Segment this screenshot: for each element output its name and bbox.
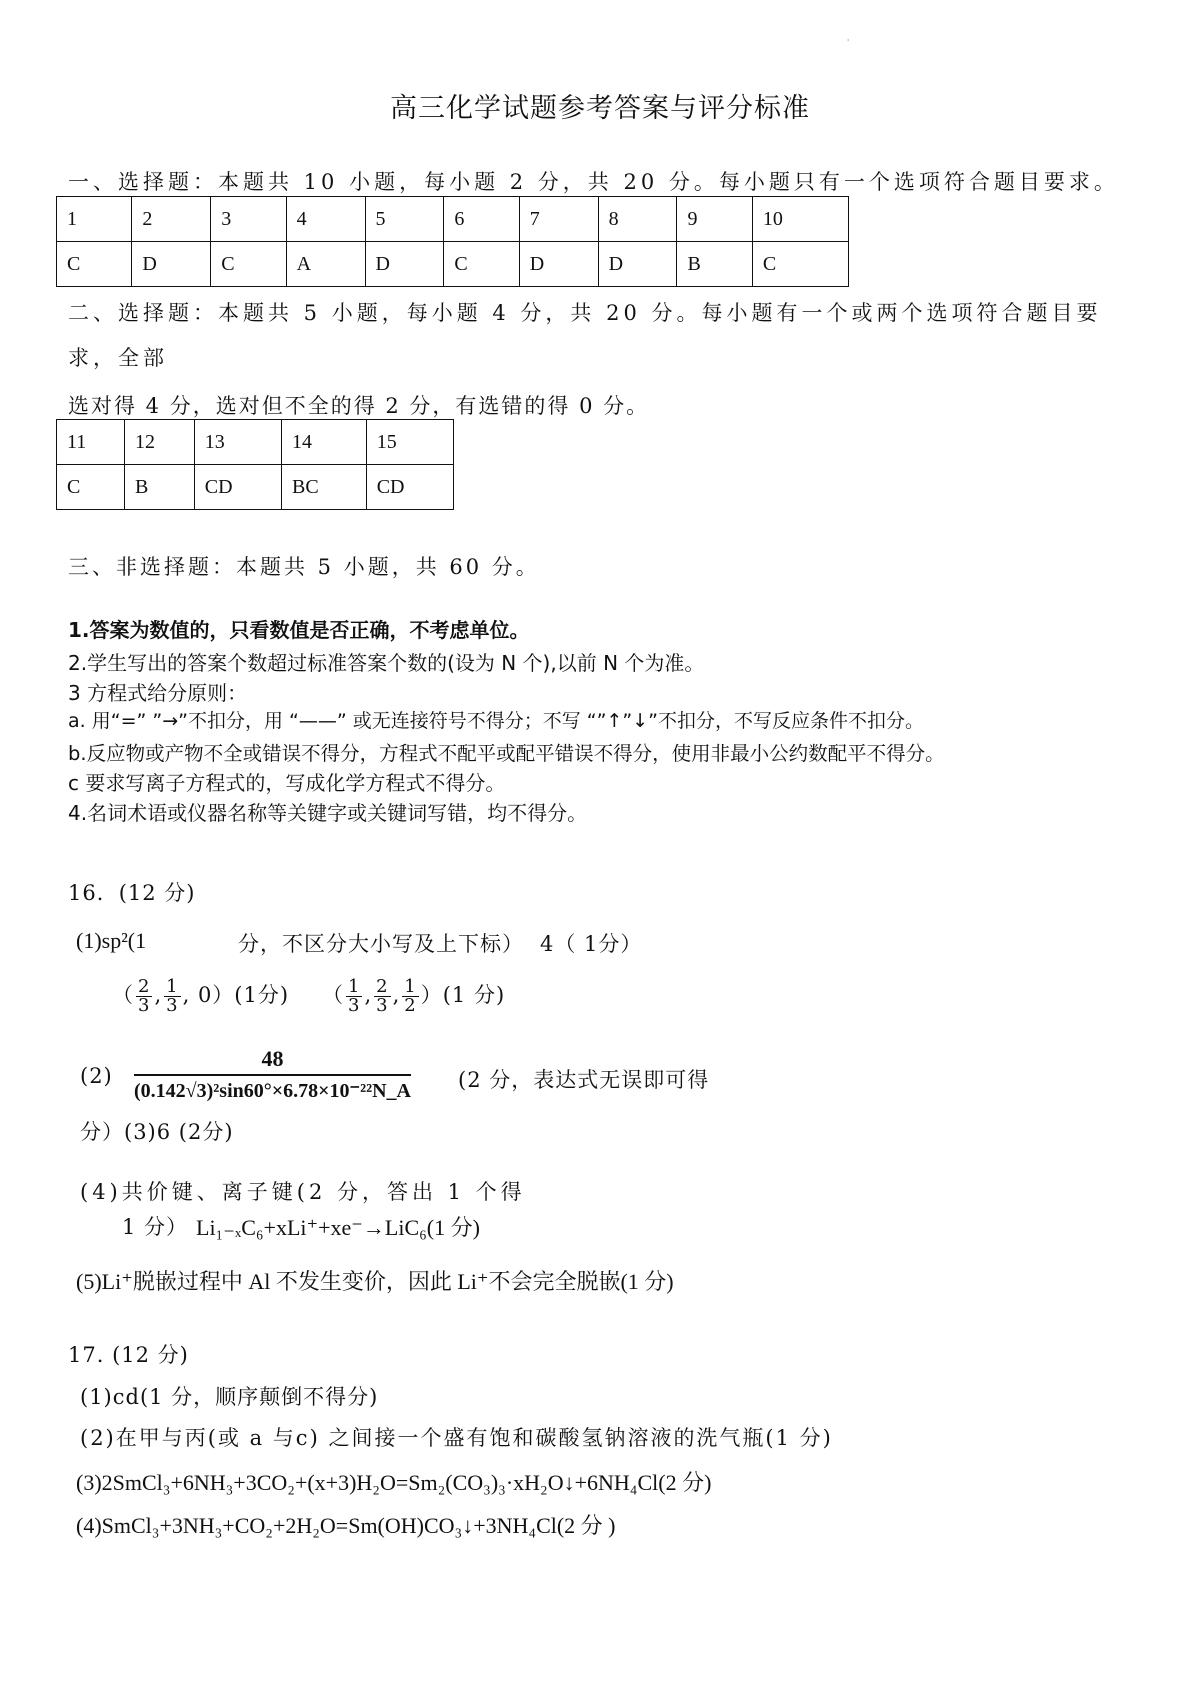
denominator: 3 <box>166 995 179 1016</box>
q17-part2: (2)在甲与丙(或 a 与c) 之间接一个盛有饱和碳酸氢钠溶液的洗气瓶(1 分) <box>80 1426 833 1450</box>
table-row <box>57 242 849 287</box>
page-title: 高三化学试题参考答案与评分标准 <box>390 93 810 124</box>
q17-part4: (4)SmCl₃+3NH₃+CO₂+2H₂O=Sm(OH)CO₃↓+3NH₄Cl(2 分 ) <box>76 1513 616 1538</box>
q17-part1: (1)cd(1 分，顺序颠倒不得分) <box>80 1385 379 1409</box>
table-cell: 1 <box>57 197 132 242</box>
coord1-open: （ <box>112 983 134 1007</box>
table-cell: 10 <box>752 197 848 242</box>
table-row <box>57 420 454 465</box>
coord2-rest: ）(1 分) <box>420 983 506 1007</box>
table-cell: 5 <box>365 197 444 242</box>
scan-mark: ' <box>847 38 850 47</box>
q16-part4-a: (4)共价键、离子键(2 分，答出 1 个得 <box>80 1180 526 1204</box>
denominator: 2 <box>404 995 417 1016</box>
denominator: (0.142√3)²sin60°×6.78×10⁻²²N_A <box>134 1080 411 1102</box>
q16-part2-label: (2) <box>80 1064 113 1088</box>
section2-heading-line3: 选对得 4 分，选对但不全的得 2 分，有选错的得 0 分。 <box>68 394 650 418</box>
table-cell: C <box>57 242 132 287</box>
numerator: 2 <box>376 976 389 997</box>
rule-4: 4.名词术语或仪器名称等关键字或关键词写错，均不得分。 <box>68 801 588 825</box>
section1-heading: 一、选择题：本题共 10 小题，每小题 2 分，共 20 分。每小题只有一个选项符合题目要求。 <box>68 170 1119 194</box>
table-row <box>57 197 849 242</box>
q16-part5: (5)Li⁺脱嵌过程中 Al 不发生变价，因此 Li⁺不会完全脱嵌(1 分) <box>76 1269 674 1294</box>
denominator: 3 <box>348 995 361 1016</box>
table-cell: 13 <box>194 420 281 465</box>
q16-part2-note: (2 分，表达式无误即可得 <box>458 1068 710 1092</box>
table-cell: C <box>752 242 848 287</box>
table-row <box>57 465 454 510</box>
fraction <box>346 978 362 1015</box>
rule-3a: a. 用“=” ”→”不扣分，用 “——” 或无连接符号不得分；不写 “”↑”↓”不扣分，不写反应条件不扣分。 <box>68 710 924 732</box>
fraction <box>164 978 180 1015</box>
rule-2: 2.学生写出的答案个数超过标准答案个数的(设为 N 个),以前 N 个为准。 <box>68 651 705 675</box>
q16-part1-b: 分，不区分大小写及上下标） <box>238 932 524 956</box>
q16-part4-b: 1 分） <box>122 1215 189 1239</box>
numerator: 1 <box>348 976 361 997</box>
section1-answer-table <box>56 196 849 287</box>
table-cell: D <box>365 242 444 287</box>
table-cell: B <box>677 242 752 287</box>
q16-coordinate-2: （ $\frac{1}{3}$ , $\frac{2}{3}$ , $\frac{1}{2}$ ）(1 分) <box>322 976 506 1016</box>
section2-answer-table <box>56 419 454 510</box>
rule-3c: c 要求写离子方程式的，写成化学方程式不得分。 <box>68 771 506 795</box>
numerator: 1 <box>404 976 417 997</box>
table-cell: B <box>125 465 195 510</box>
numerator: 48 <box>134 1046 411 1076</box>
q16-part4-equation: Li₁₋ₓC₆+xLi⁺+xe⁻→LiC₆(1 分) <box>196 1215 480 1240</box>
q17-part3: (3)2SmCl₃+6NH₃+3CO₂+(x+3)H₂O=Sm₂(CO₃)₃·xH₂O↓+6NH₄Cl(2 分) <box>76 1470 712 1495</box>
table-cell: 8 <box>598 197 677 242</box>
table-cell: CD <box>194 465 281 510</box>
table-cell: C <box>444 242 519 287</box>
table-cell: 2 <box>132 197 211 242</box>
fraction <box>402 978 418 1015</box>
q16-density-formula <box>134 1046 411 1103</box>
table-cell: 12 <box>125 420 195 465</box>
table-cell: 9 <box>677 197 752 242</box>
fraction <box>134 1046 411 1103</box>
table-cell: D <box>598 242 677 287</box>
numerator: 2 <box>138 976 151 997</box>
coord1-rest: , 0）(1分) <box>182 983 290 1007</box>
fraction <box>374 978 390 1015</box>
table-cell: D <box>519 242 598 287</box>
q17-title: 17. (12 分) <box>68 1343 189 1367</box>
table-cell: 6 <box>444 197 519 242</box>
table-cell: 15 <box>366 420 453 465</box>
rule-3b: b.反应物或产物不全或错误不得分，方程式不配平或配平错误不得分，使用非最小公约数配平不得分。 <box>68 742 945 765</box>
q16-coordinate-1: （ $\frac{2}{3}$ , $\frac{1}{3}$ , 0）(1分) <box>112 976 290 1016</box>
table-cell: 3 <box>211 197 286 242</box>
table-cell: 11 <box>57 420 125 465</box>
table-cell: C <box>211 242 286 287</box>
table-cell: A <box>286 242 365 287</box>
coord2-open: （ <box>322 983 344 1007</box>
table-cell: 14 <box>281 420 366 465</box>
numerator: 1 <box>166 976 179 997</box>
section2-heading-line2: 求，全部 <box>68 346 168 370</box>
denominator: 3 <box>376 995 389 1016</box>
q16-part2-cont: 分）(3)6 (2分) <box>80 1120 234 1144</box>
section2-heading-line1: 二、选择题：本题共 5 小题，每小题 4 分，共 20 分。每小题有一个或两个选项符合题目要 <box>68 301 1102 325</box>
table-cell: 7 <box>519 197 598 242</box>
q16-title: 16．(12 分) <box>68 881 196 905</box>
rule-1: 1.答案为数值的，只看数值是否正确，不考虑单位。 <box>68 618 530 642</box>
table-cell: CD <box>366 465 453 510</box>
q16-part1-a: (1)sp²(1 <box>76 928 147 953</box>
table-cell: 4 <box>286 197 365 242</box>
table-cell: D <box>132 242 211 287</box>
fraction <box>136 978 152 1015</box>
q16-part1-c: 4（ 1分） <box>540 932 643 956</box>
section3-heading: 三、非选择题：本题共 5 小题，共 60 分。 <box>68 555 540 579</box>
denominator: 3 <box>138 995 151 1016</box>
table-cell: BC <box>281 465 366 510</box>
table-cell: C <box>57 465 125 510</box>
rule-3: 3 方程式给分原则： <box>68 681 248 705</box>
